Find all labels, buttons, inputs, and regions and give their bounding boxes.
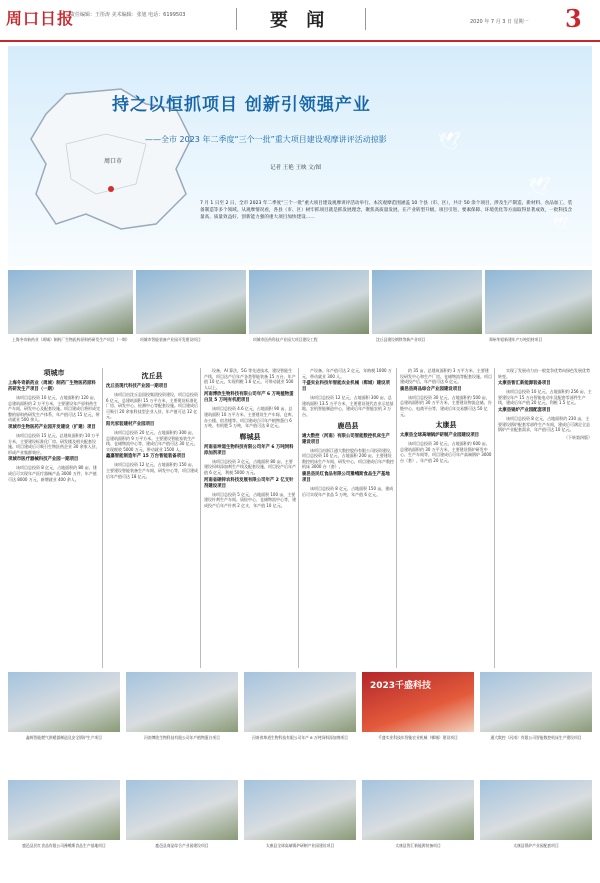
project-photo	[136, 270, 246, 334]
project-title: 太康县锅炉产业园配套项目	[498, 407, 551, 413]
photo-caption: 鹿邑县商品综合产业园建设项目	[155, 843, 209, 848]
dove-icon: 🕊	[528, 176, 551, 197]
article-column-2	[106, 368, 198, 668]
project-body: 该项目总投资 12 亿元，占地面积 300 亩，总建筑面积 13.5 万平方米，主要建设现代农业示范基地、农机智能制造中心，建成后年产智能农机 3 万台。	[302, 395, 394, 417]
column-rule	[200, 368, 201, 668]
dove-icon: 🕊	[553, 216, 569, 230]
project-photo	[244, 672, 356, 732]
project-body: 该项目由沈丘县国投集团投资建设，项目总投资 6 亿元，总建筑面积 15 万平方米，主要建设标准化厂房、研发中心、检测中心等配套设施。项目建成后可吸引 20 余家科技型企业入驻，年产值可达 12 亿元。	[106, 392, 198, 420]
project-body: 该项目总投资 20 亿元，占地面积约 300 亩，总建筑面积约 9 万平方米。主要建设智能家装生产线、仓储物流中心等，建成后年产值可达 30 亿元，实现税收 5000 万元，带动就业 1500 人。	[106, 429, 198, 452]
project-body: 设备，AI 算法，5G 等先进技术，建设智能生产线，项目达产后年产各类智能装备 15 万台，年产值 10 亿元，实现利税 1.6 亿元，可带动就业 500 人以上。	[204, 368, 296, 390]
project-title: 通大数控（河南）有限公司智能数控机床生产建设项目	[302, 433, 390, 445]
photo-caption: 河南博欣生物科技有限公司年产植物蛋白项目	[144, 735, 220, 740]
project-body: 该项目总投资 15 亿元，总建筑面积约 10 万平方米，主要建设标准化厂房、研发楼及相关配套设施。项目建成后可吸引生物医药企业 30 余家入驻，形成产业集群效应。	[8, 432, 100, 455]
photo-caption: 鹿邑县民红食品有限公司豫峨斯食品生产基地项目	[22, 843, 106, 848]
project-photo	[244, 780, 356, 840]
photo-caption: 太康县智汇新能源装备项目	[395, 843, 441, 848]
top-photo-strip	[8, 270, 592, 360]
project-body: 该项目总投资 8 亿元，占地面积 150 亩，建成后可实现年产食品 5 万吨，年产值 6 亿元。	[302, 485, 394, 497]
project-photo	[126, 672, 238, 732]
article-column-1	[8, 368, 100, 668]
project-title: 河南省硒锌农科技发展有限公司年产 2 亿支针剂建设项目	[204, 477, 294, 489]
photo-caption: 太康县全球高端锅炉研制产业园建设项目	[265, 843, 335, 848]
reporter-byline: 记者 王艳 王映 文/图	[270, 165, 322, 171]
section-title: 要 闻	[270, 10, 331, 31]
newspaper-logo: 周口日报	[6, 9, 75, 28]
lead-paragraph: 7 月 1 日至 2 日，全市 2023 年二季度“三个一批”重大项目建设观摩讲评活动举行。本次观摩范围涵盖 10 个县（市、区），共计 50 余个项目，涉及生产制造、新材料、食品加工、装备制造等多个领域。从观摩情况看，各县（市、区）树牢抓项目就是抓发展理念，聚焦高质量发展，在产业转型升级、项目引进、要素保障、环境优化等方面取得显著成效，一批科技含量高、质量效益好、创新能力强的重大项目加快建设……	[200, 201, 573, 220]
project-title: 沈丘县现代科技产业园一期项目	[106, 384, 168, 389]
project-title: 千盛实业科技年智能农业机械（郸城）建设项目	[302, 381, 390, 393]
project-body: 实现了发展动力由一般竞争优势向绿色发展优势转变。	[498, 368, 590, 379]
project-title: 项城市医疗器械科技产业园一期项目	[8, 457, 79, 463]
photo-caption: 郑州华铝新建年产万吨铝材项目	[489, 337, 543, 342]
county-heading: 项城市	[43, 368, 65, 377]
project-body: 该项目总投资 30 亿元，占地面积约 500 亩，总建筑面积约 30 万平方米，主要建设物流仓储、冷链中心、电商平台等，建成后年交易额可达 50 亿元。	[400, 394, 492, 417]
photo-caption: 沈丘县建设钢铁等新产业项目	[376, 337, 426, 342]
project-title: 鹿邑县民红食品有限公司豫峨斯食品生产基地项目	[302, 471, 390, 483]
project-photo	[8, 780, 120, 840]
editors-line: 责任编辑：王彤涛 美术编辑：张旭 电话：6199503	[70, 12, 186, 18]
article-column-5	[400, 368, 492, 668]
project-body: 该项目总投资 8 亿元，占地面积约 80 亩，建成后可实现年产医疗器械产品 3000 万件，年产值可达 8000 万元，新增就业 400 余人。	[8, 465, 97, 482]
county-heading: 沈丘县	[141, 371, 163, 380]
bottom-photo-row-2	[8, 780, 592, 880]
project-photo	[362, 672, 474, 732]
photo-caption: 河南省坤道生物科技有限公司年产 6 万吨饲料添加剂项目	[252, 735, 348, 740]
project-body: 该项目总投资 8 亿元，占地面积约 230 亩，主要建设锅炉配套零部件生产车间，建成后可满足全县锅炉产业配套需求，年产值可达 10 亿元。	[498, 415, 590, 433]
county-heading: 郸城县	[239, 431, 261, 441]
photo-caption: 上海冬奇新药业（周城）制药厂生物医药原料药研发生产项目（一期）	[12, 337, 130, 342]
county-heading: 太康县	[435, 420, 457, 430]
hero-banner	[8, 46, 592, 266]
column-rule	[396, 368, 397, 668]
photo-caption: 通大数控（河南）有限公司智能数控机床生产建设项目	[490, 735, 582, 740]
project-title: 鹿邑县商品综合产业园建设项目	[400, 386, 462, 392]
project-body: 该项目总投资 10 亿元，占地面积约 256 亩，主要建设年产 15 万台智能电动车及配套零部件生产线，建成后年产值 20 亿元，利税 1.5 亿元。	[498, 389, 592, 406]
project-title: 河南省坤道生物科技有限公司年产 6 万吨饲料添加剂项目	[204, 444, 294, 456]
project-body: 该项目总投资 3 亿元，占地面积 80 亩，主要建设饲料添加剂生产线及配套设施，项目投产后年产值 6 亿元，利税 5000 万元。	[204, 458, 296, 475]
column-rule	[494, 368, 495, 668]
project-body: 该项目总投资 10 亿元，占地面积约 120 亩，总建筑面积约 2 万平方米，主要建设年产原料药生产车间、研发中心及配套设施。项目建成后将形成完整的原料药研发生产体系，年产值可达 15 亿元，带动就业 500 余人。	[8, 395, 100, 423]
banner-text: 2023千盛科技	[370, 681, 432, 691]
project-body: 该项目总投资 4.6 亿元，占地面积 90 亩，总建筑面积 10 万平方米，主要建设生产车间、仓库、办公楼、宿舍楼等。项目建成后可年产植物蛋白 6 万吨、有机肥 5 万吨，年产值可达 8 亿元。	[204, 406, 296, 429]
project-photo	[485, 270, 592, 334]
project-title: 太康县智汇新能源装备项目	[498, 381, 551, 387]
project-photo	[126, 780, 238, 840]
photo-caption: 千盛实业科技年智能农业机械（郸城）建设项目	[378, 735, 458, 740]
page-number: 3	[565, 4, 582, 33]
project-photo	[480, 780, 592, 840]
bottom-photo-row-1	[8, 672, 592, 772]
article-column-3	[204, 368, 296, 668]
project-body: 产设备。年产值可达 2 亿元，年纳税 1000 万元，带动就业 300 人。	[302, 368, 392, 379]
project-photo	[8, 270, 133, 334]
continued-note: （下转第四版）	[564, 434, 592, 440]
project-title: 阳光家装建材产业园项目	[106, 421, 155, 427]
hero-subhead: ——全市 2023 年二季度“三个一批”重大项目建设观摩讲评活动掠影	[145, 135, 387, 144]
map-label: 周口市	[104, 158, 123, 165]
project-photo	[372, 270, 482, 334]
photo-caption: 鑫辉智能燃气供暖器制造及安全锅炉生产项目	[26, 735, 102, 740]
photo-caption: 项城市智能装备产业园开发建设项目	[140, 337, 201, 342]
county-heading: 鹿邑县	[337, 420, 359, 430]
project-body: 该项目总投资 5 亿元，占地面积 100 亩，主要建设针剂生产车间、质检中心、仓储物流中心等，建成投产后年产针剂 2 亿支，年产值 10 亿元。	[204, 491, 296, 508]
project-body: 约 35 亩，总建筑面积约 3 万平方米，主要建设研发中心和生产厂房、仓储物流等配套设施。项目建成投产后，年产值可达 6 亿元。	[400, 368, 492, 385]
photo-caption: 项城市医药科技产业园大项目建设工程	[253, 337, 318, 342]
project-photo	[249, 270, 369, 334]
project-photo	[8, 672, 120, 732]
project-title: 太康县全球高端锅炉研制产业园建设项目	[400, 433, 480, 439]
hero-headline: 持之以恒抓项目 创新引领强产业	[112, 95, 371, 115]
photo-caption: 太康县锅炉产业园配套项目	[513, 843, 559, 848]
column-rule	[298, 368, 299, 668]
project-photo	[362, 780, 474, 840]
column-rule	[102, 368, 103, 668]
project-title: 鑫嘉智能制造年产 15 万台智能装备项目	[106, 454, 186, 460]
project-photo	[480, 672, 592, 732]
article-column-4	[302, 368, 394, 668]
project-body: 该项目总投资 12 亿元，占地面积约 150 亩，主要建设智能装备生产车间、研发中心等，项目建成后年产值可达 18 亿元。	[106, 462, 198, 479]
project-title: 项城市生物医药产业园开发建设（扩建）项目	[8, 424, 96, 430]
issue-date: 2020 年 7 月 3 日 星期一	[470, 19, 529, 25]
project-body: 该项目由浙江通大数控股份有限公司投资建设，项目总投资 10 亿元，占地面积 200 亩，主要建设数控机床生产车间、研发中心，项目建成后年产数控机床 3000 台（套）。	[302, 447, 394, 470]
article-column-6	[498, 368, 592, 668]
project-title: 上海冬奇新药业（周城）制药厂生物医药原料药研发生产项目（一期）	[8, 381, 96, 392]
project-body: 该项目总投资 30 亿元，占地面积约 600 亩，总建筑面积约 30 万平方米，主要建设锅炉研发中心、生产车间等，项目建成后可年产高端锅炉 3000 台（套），年产值 20 亿元。	[400, 441, 492, 463]
dove-icon: 🕊	[438, 131, 461, 152]
project-title: 河南博欣生物科技有限公司年产 6 万吨植物蛋白及 5 万吨有机肥项目	[204, 392, 294, 404]
